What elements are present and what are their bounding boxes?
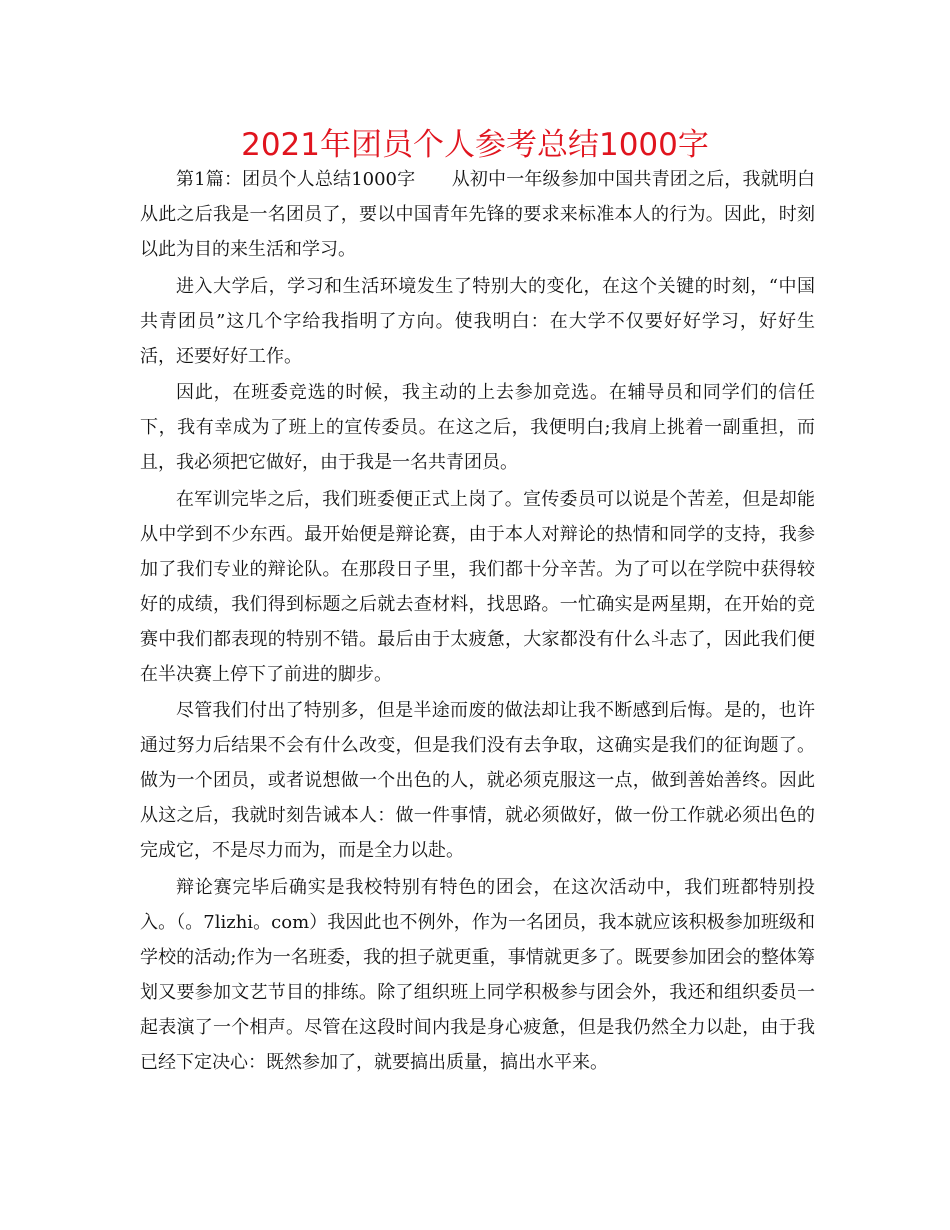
paragraph-2: 进入大学后，学习和生活环境发生了特别大的变化，在这个关键的时刻，“中国共青团员”这几个字给我指明了方向。使我明白：在大学不仅要好好学习，好好生活，还要好好工作。 — [140, 275, 815, 367]
paragraph-4: 在军训完毕之后，我们班委便正式上岗了。宣传委员可以说是个苦差，但是却能从中学到不少东西。最开始便是辩论赛，由于本人对辩论的热情和同学的支持，我参加了我们专业的辩论队。在那段日子里，我们都十分辛苦。为了可以在学院中获得较好的成绩，我们得到标题之后就去查材料，找思路。一忙确实是两星期，在开始的竞赛中我们都表现的特别不错。最后由于太疲惫，大家都没有什么斗志了，因此我们便在半决赛上停下了前进的脚步。 — [140, 488, 815, 685]
paragraph-1: 第1篇：团员个人总结1000字 从初中一年级参加中国共青团之后，我就明白从此之后我是一名团员了，要以中国青年先锋的要求来标准本人的行为。因此，时刻以此为目的来生活和学习。 — [140, 169, 815, 260]
paragraph-6: 辩论赛完毕后确实是我校特别有特色的团会，在这次活动中，我们班都特别投入。（。7lizhi。com）我因此也不例外，作为一名团员，我本就应该积极参加班级和学校的活动;作为一名班委，我的担子就更重，事情就更多了。既要参加团会的整体筹划又要参加文艺节目的排练。除了组织班上同学积极参与团会外，我还和组织委员一起表演了一个相声。尽管在这段时间内我是身心疲惫，但是我仍然全力以赴，由于我已经下定决心：既然参加了，就要搞出质量，搞出水平来。 — [140, 876, 815, 1073]
paragraph-5: 尽管我们付出了特别多，但是半途而废的做法却让我不断感到后悔。是的，也许通过努力后结果不会有什么改变，但是我们没有去争取，这确实是我们的征询题了。做为一个团员，或者说想做一个出色的人，就必须克服这一点，做到善始善终。因此从这之后，我就时刻告诫本人：做一件事情，就必须做好，做一份工作就必须出色的完成它，不是尽力而为，而是全力以赴。 — [140, 700, 815, 861]
document-title: 2021年团员个人参考总结1000字 — [241, 127, 709, 163]
paragraph-3: 因此，在班委竞选的时候，我主动的上去参加竞选。在辅导员和同学们的信任下，我有幸成为了班上的宣传委员。在这之后，我便明白;我肩上挑着一副重担，而且，我必须把它做好，由于我是一名共青团员。 — [140, 382, 815, 473]
document-body — [140, 162, 815, 1081]
